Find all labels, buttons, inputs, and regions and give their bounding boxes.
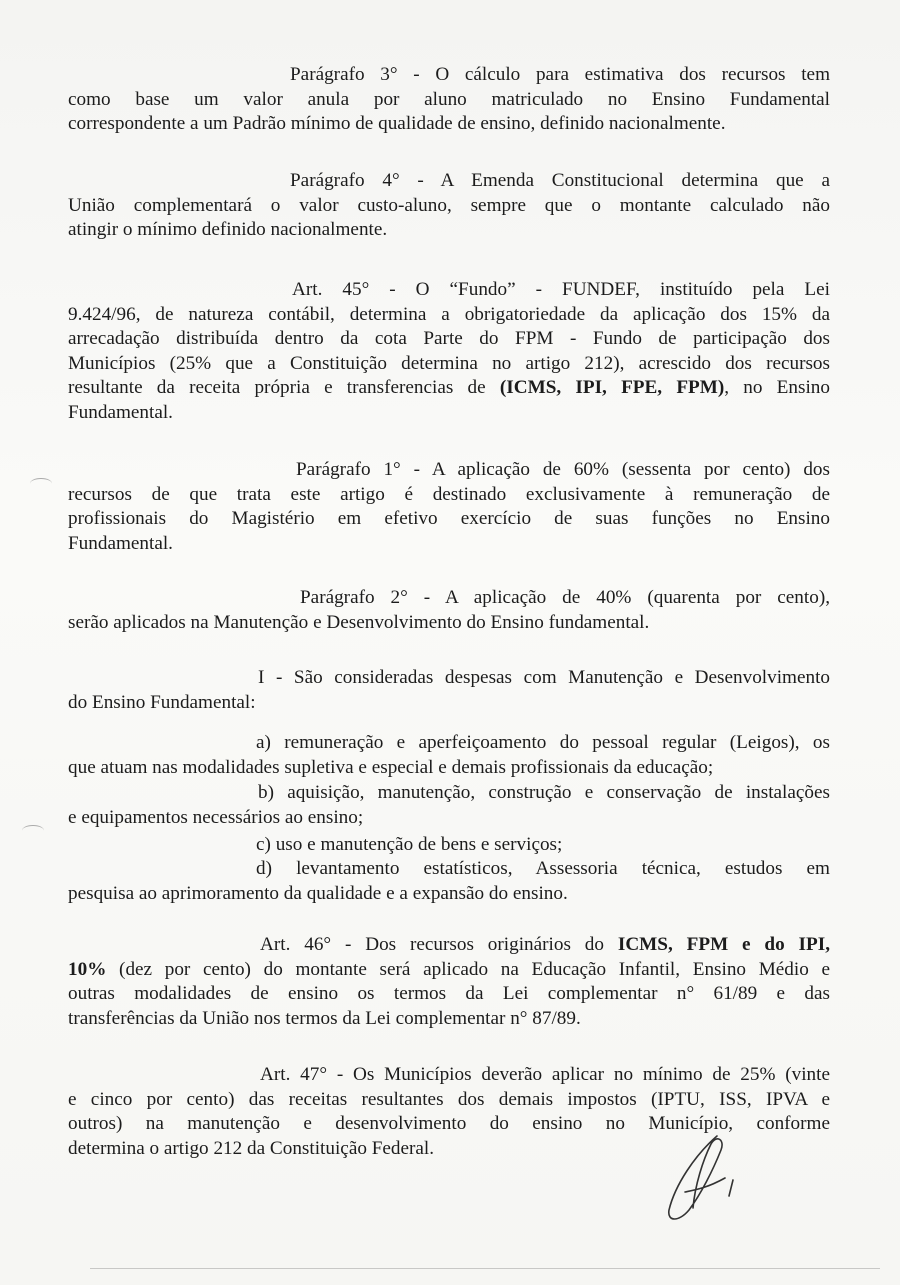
bold-text: 10% bbox=[68, 958, 107, 980]
text-segment: resultante da receita própria e transferencias de bbox=[68, 377, 500, 399]
text-segment: recursos de que trata este artigo é destinado exclusivamente à remuneração de bbox=[68, 483, 830, 505]
text-line bbox=[68, 194, 830, 219]
text-segment: (dez por cento) do montante será aplicado na Educação Infantil, Ensino Médio e bbox=[106, 958, 830, 980]
text-line bbox=[68, 691, 830, 716]
text-segment: b) aquisição, manutenção, construção e conservação de instalações bbox=[258, 782, 830, 803]
text-line bbox=[68, 586, 830, 611]
text-segment: Parágrafo 2° - A aplicação de 40% (quarenta por cento), bbox=[300, 587, 830, 608]
paragraph-item-b bbox=[68, 781, 830, 830]
text-segment: que atuam nas modalidades supletiva e especial e demais profissionais da educação; bbox=[68, 756, 714, 778]
paragraph-art45-par1 bbox=[68, 458, 830, 556]
text-segment: Art. 46° - Dos recursos originários do bbox=[260, 934, 618, 955]
text-segment: Municípios (25% que a Constituição determina no artigo 212), acrescido dos recursos bbox=[68, 352, 830, 374]
text-line bbox=[68, 1007, 830, 1032]
text-segment: Fundamental. bbox=[68, 401, 173, 423]
scan-artifact bbox=[22, 825, 44, 836]
text-segment: c) uso e manutenção de bens e serviços; bbox=[256, 834, 563, 855]
text-line bbox=[68, 958, 830, 983]
paragraph-art46 bbox=[68, 933, 830, 1031]
text-segment: I - São consideradas despesas com Manutenção e Desenvolvimento bbox=[258, 667, 830, 688]
text-line bbox=[68, 376, 830, 401]
text-line bbox=[68, 63, 830, 88]
text-line bbox=[68, 88, 830, 113]
text-segment: a) remuneração e aperfeiçoamento do pessoal regular (Leigos), os bbox=[256, 732, 830, 753]
text-segment: determina o artigo 212 da Constituição Federal. bbox=[68, 1137, 435, 1159]
paragraph-item-d bbox=[68, 857, 830, 906]
text-line bbox=[68, 756, 830, 781]
paragraph-par3 bbox=[68, 63, 830, 137]
text-line bbox=[68, 982, 830, 1007]
text-segment: serão aplicados na Manutenção e Desenvolvimento do Ensino fundamental. bbox=[68, 611, 650, 633]
text-line bbox=[68, 1063, 830, 1088]
text-line bbox=[68, 882, 830, 907]
text-line bbox=[68, 781, 830, 806]
text-line bbox=[68, 731, 830, 756]
bold-text: (ICMS, IPI, FPE, FPM) bbox=[499, 377, 725, 399]
scan-artifact bbox=[30, 478, 52, 489]
text-segment: do Ensino Fundamental: bbox=[68, 691, 256, 713]
text-segment: outras modalidades de ensino os termos da Lei complementar n° 61/89 e das bbox=[68, 983, 830, 1005]
signature-icon bbox=[655, 1130, 765, 1230]
text-segment: Parágrafo 3° - O cálculo para estimativa dos recursos tem bbox=[290, 64, 830, 85]
text-line bbox=[68, 278, 830, 303]
paragraph-par4 bbox=[68, 169, 830, 243]
paragraph-item-i bbox=[68, 666, 830, 715]
text-segment: 9.424/96, de natureza contábil, determina a obrigatoriedade da aplicação dos 15% da bbox=[68, 303, 830, 325]
text-line bbox=[68, 401, 830, 426]
text-line bbox=[68, 933, 830, 958]
text-line bbox=[68, 806, 830, 831]
text-segment: outros) na manutenção e desenvolvimento do ensino no Município, conforme bbox=[68, 1113, 830, 1135]
text-segment: Art. 45° - O “Fundo” - FUNDEF, instituído pela Lei bbox=[292, 279, 830, 300]
text-segment: d) levantamento estatísticos, Assessoria técnica, estudos em bbox=[256, 858, 830, 879]
text-segment: União complementará o valor custo-aluno, sempre que o montante calculado não bbox=[68, 194, 830, 216]
text-line bbox=[68, 532, 830, 557]
text-line bbox=[68, 112, 830, 137]
text-segment: transferências da União nos termos da Lei complementar n° 87/89. bbox=[68, 1007, 581, 1029]
text-segment: atingir o mínimo definido nacionalmente. bbox=[68, 219, 388, 241]
text-line bbox=[68, 857, 830, 882]
text-line bbox=[68, 458, 830, 483]
text-line bbox=[68, 483, 830, 508]
text-line bbox=[68, 507, 830, 532]
text-line bbox=[68, 833, 830, 858]
text-line bbox=[68, 303, 830, 328]
text-line bbox=[68, 611, 830, 636]
text-line bbox=[68, 1088, 830, 1113]
text-line bbox=[68, 352, 830, 377]
text-segment: arrecadação distribuída dentro da cota Parte do FPM - Fundo de participação dos bbox=[68, 328, 830, 350]
text-line bbox=[68, 666, 830, 691]
text-segment: , no Ensino bbox=[724, 377, 830, 399]
paragraph-art45-par2 bbox=[68, 586, 830, 635]
text-segment: Parágrafo 1° - A aplicação de 60% (sessenta por cento) dos bbox=[296, 459, 830, 480]
text-segment: Parágrafo 4° - A Emenda Constitucional determina que a bbox=[290, 170, 830, 191]
text-segment: pesquisa ao aprimoramento da qualidade e a expansão do ensino. bbox=[68, 882, 568, 904]
bold-text: ICMS, FPM e do IPI, bbox=[617, 934, 831, 955]
paragraph-art45 bbox=[68, 278, 830, 426]
text-segment: e equipamentos necessários ao ensino; bbox=[68, 806, 364, 828]
text-segment: Art. 47° - Os Municípios deverão aplicar no mínimo de 25% (vinte bbox=[260, 1064, 830, 1085]
page-bottom-edge bbox=[90, 1268, 880, 1269]
text-segment: como base um valor anula por aluno matriculado no Ensino Fundamental bbox=[68, 88, 830, 110]
text-line bbox=[68, 169, 830, 194]
text-segment: Fundamental. bbox=[68, 532, 173, 554]
text-segment: e cinco por cento) das receitas resultantes dos demais impostos (IPTU, ISS, IPVA e bbox=[68, 1088, 830, 1110]
paragraph-item-c bbox=[68, 833, 830, 858]
paragraph-item-a bbox=[68, 731, 830, 780]
text-line bbox=[68, 327, 830, 352]
text-segment: profissionais do Magistério em efetivo exercício de suas funções no Ensino bbox=[68, 508, 830, 530]
text-line bbox=[68, 218, 830, 243]
text-segment: correspondente a um Padrão mínimo de qualidade de ensino, definido nacionalmente. bbox=[68, 113, 726, 135]
